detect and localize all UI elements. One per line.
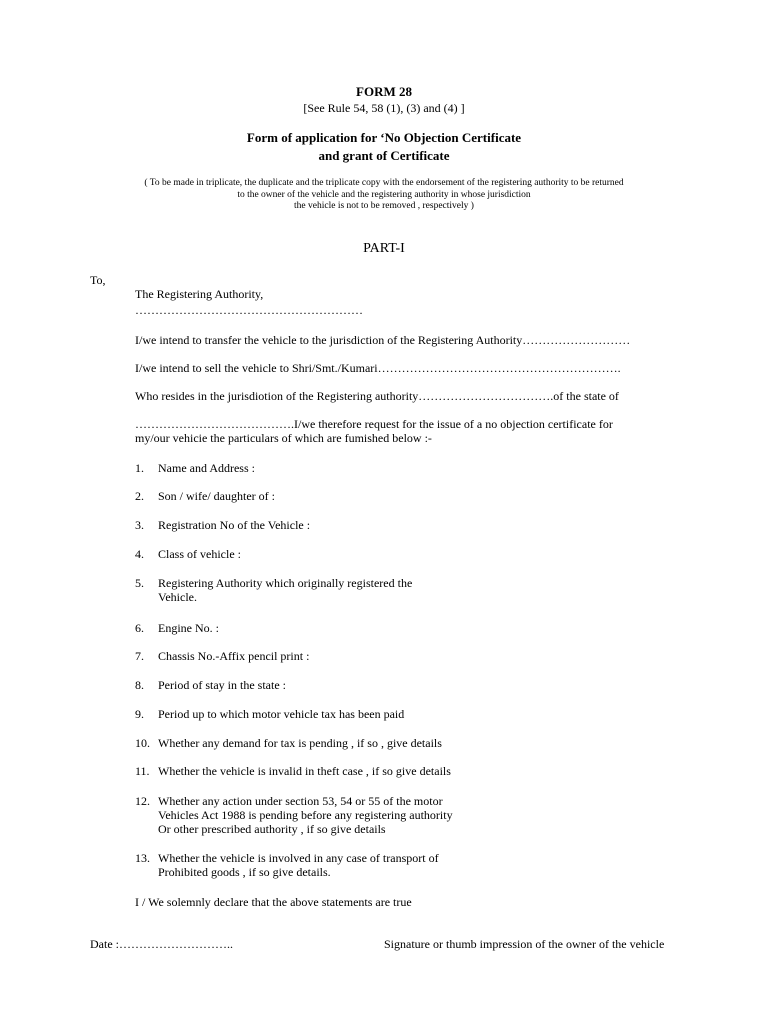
list-item — [135, 851, 439, 879]
list-item — [135, 547, 241, 561]
list-item-number: 11. — [135, 764, 150, 778]
list-item-text — [158, 678, 286, 692]
list-item-number: 2. — [135, 489, 144, 503]
list-item-line: Son / wife/ daughter of : — [158, 489, 275, 503]
transfer-statement: I/we intend to transfer the vehicle to the jurisdiction of the Registering Authority……………………… — [135, 333, 631, 347]
list-item-text — [158, 547, 241, 561]
list-item — [135, 707, 404, 721]
list-item-line: Registration No of the Vehicle : — [158, 518, 311, 532]
list-item — [135, 794, 453, 836]
list-item-number: 3. — [135, 518, 144, 532]
list-item-text — [158, 707, 404, 721]
list-item-number: 6. — [135, 621, 144, 635]
list-item-line: Or other prescribed authority , if so give details — [158, 822, 386, 836]
sell-statement: I/we intend to sell the vehicle to Shri/Smt./Kumari……………………………………………………. — [135, 361, 621, 375]
rule-reference: [See Rule 54, 58 (1), (3) and (4) ] — [303, 101, 465, 115]
list-item-line: Registering Authority which originally registered the — [158, 576, 413, 590]
list-item — [135, 461, 255, 475]
heading-line-2: and grant of Certificate — [318, 148, 450, 163]
list-item-text — [158, 649, 309, 663]
request-line-1: ………………………………….I/we therefore request for the issue of a no objection certificate for — [135, 417, 613, 431]
list-item-text — [158, 621, 219, 635]
list-item-number: 8. — [135, 678, 144, 692]
list-item-text — [158, 851, 439, 879]
list-item-text — [158, 489, 275, 503]
list-item-line: Vehicles Act 1988 is pending before any registering authority — [158, 808, 453, 822]
list-item-line: Period of stay in the state : — [158, 678, 286, 692]
list-item — [135, 576, 412, 604]
list-item-text — [158, 518, 310, 532]
list-item — [135, 518, 310, 532]
list-item-number: 4. — [135, 547, 144, 561]
authority-blank-line: ………………………………………………… — [135, 303, 363, 317]
declaration-statement: I / We solemnly declare that the above statements are true — [135, 895, 412, 909]
list-item-line: Whether any action under section 53, 54 or 55 of the motor — [158, 794, 443, 808]
list-item-line: Chassis No.-Affix pencil print : — [158, 649, 310, 663]
list-item-number: 9. — [135, 707, 144, 721]
list-item-line: Whether the vehicle is involved in any case of transport of — [158, 851, 439, 865]
heading-line-1: Form of application for ‘No Objection Certificate — [246, 130, 522, 145]
list-item — [135, 678, 286, 692]
note-line-3: the vehicle is not to be removed , respectively ) — [294, 201, 474, 211]
signature-label: Signature or thumb impression of the owner of the vehicle — [384, 937, 665, 951]
note-line-2: to the owner of the vehicle and the registering authority in whose jurisdiction — [237, 189, 531, 200]
list-item-line: Engine No. : — [158, 621, 219, 635]
date-field: Date :……………………….. — [90, 937, 233, 951]
list-item-text — [158, 736, 442, 750]
part-label: PART-I — [363, 241, 405, 256]
list-item-text — [158, 794, 453, 836]
list-item — [135, 736, 442, 750]
instruction-note — [0, 178, 768, 213]
list-item-number: 5. — [135, 576, 144, 590]
addressee-to: To, — [90, 273, 106, 287]
list-item-line: Period up to which motor vehicle tax has been paid — [158, 707, 405, 721]
note-line-1: ( To be made in triplicate, the duplicate and the triplicate copy with the endorsement of the registering authority to be returned — [144, 178, 624, 188]
list-item-line: Vehicle. — [158, 590, 197, 604]
list-item-number: 1. — [135, 461, 144, 475]
form-title: FORM 28 — [356, 84, 412, 99]
list-item-text — [158, 576, 412, 604]
resides-statement: Who resides in the jurisdiotion of the Registering authority…………………………….of the state of — [135, 389, 619, 403]
list-item — [135, 489, 275, 503]
list-item-line: Class of vehicle : — [158, 547, 241, 561]
list-item-text — [158, 764, 451, 778]
list-item-line: Whether any demand for tax is pending , if so , give details — [158, 736, 442, 750]
list-item-number: 12. — [135, 794, 150, 808]
list-item-line: Prohibited goods , if so give details. — [158, 865, 331, 879]
list-item-line: Name and Address : — [158, 461, 255, 475]
list-item-line: Whether the vehicle is invalid in theft case , if so give details — [158, 764, 451, 778]
list-item-number: 10. — [135, 736, 150, 750]
list-item — [135, 649, 309, 663]
list-item-number: 7. — [135, 649, 144, 663]
registering-authority-label: The Registering Authority, — [135, 287, 264, 301]
list-item-number: 13. — [135, 851, 150, 865]
list-item — [135, 621, 219, 635]
request-line-2: my/our vehicie the particulars of which are fumished below :- — [135, 431, 432, 445]
list-item — [135, 764, 451, 778]
form-heading — [0, 129, 768, 165]
list-item-text — [158, 461, 255, 475]
